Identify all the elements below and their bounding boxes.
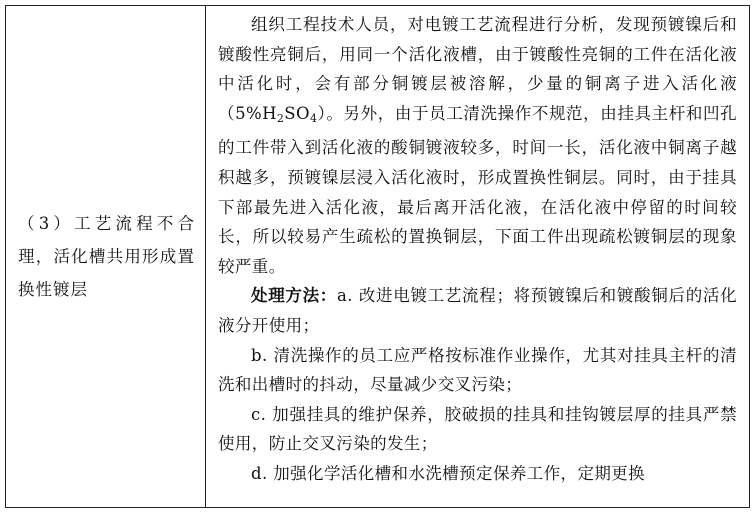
measure-a — [218, 281, 737, 340]
solution-cell — [206, 6, 749, 507]
measures-label: 处理方法： — [251, 286, 338, 306]
analysis-paragraph — [218, 10, 737, 281]
analysis-text-so: SO — [284, 103, 310, 123]
subscript-2: 2 — [276, 111, 285, 125]
measure-b: b. 清洗操作的员工应严格按标准作业操作，尤其对挂具主杆的清洗和出槽时的抖动，尽量减少交叉污染； — [218, 345, 737, 395]
subscript-4: 4 — [309, 111, 318, 125]
cause-cell — [6, 6, 206, 507]
cause-text: （3）工艺流程不合理，活化槽共用形成置换性镀层 — [18, 214, 195, 299]
measure-d: d. 加强化学活化槽和水洗槽预定保养工作，定期更换 — [251, 463, 646, 483]
measure-c: c. 加强挂具的维护保养，胶破损的挂具和挂钩镀层厚的挂具严禁使用，防止交叉污染的发生； — [218, 404, 737, 454]
analysis-text-before: 组织工程技术人员，对电镀工艺流程进行分析，发现预镀镍后和镀酸性亮铜后，用同一个活化液槽，由于镀酸性亮铜的工件在活化液中活化时，会有部分铜镀层被溶解，少量的铜离子进入活化液（5%H — [218, 15, 737, 123]
measure-a-text: a. 改进电镀工艺流程；将预镀镍后和镀酸铜后的活化液分开使用； — [218, 286, 738, 335]
analysis-text-after: ）。另外，由于员工清洗操作不规范，由挂具主杆和凹孔的工件带入到活化液的酸铜镀液较多，时间一长，活化液中铜离子越积越多，预镀镍层浸入活化液时，形成置换性铜层。同时，由于挂具下部最先进入活化液，最后离开活化液，在活化液中停留的时间较长，所以较易产生疏松的置换铜层，下面工件出现疏松镀铜层的现象较严重。 — [218, 103, 738, 276]
content-table — [5, 5, 750, 508]
